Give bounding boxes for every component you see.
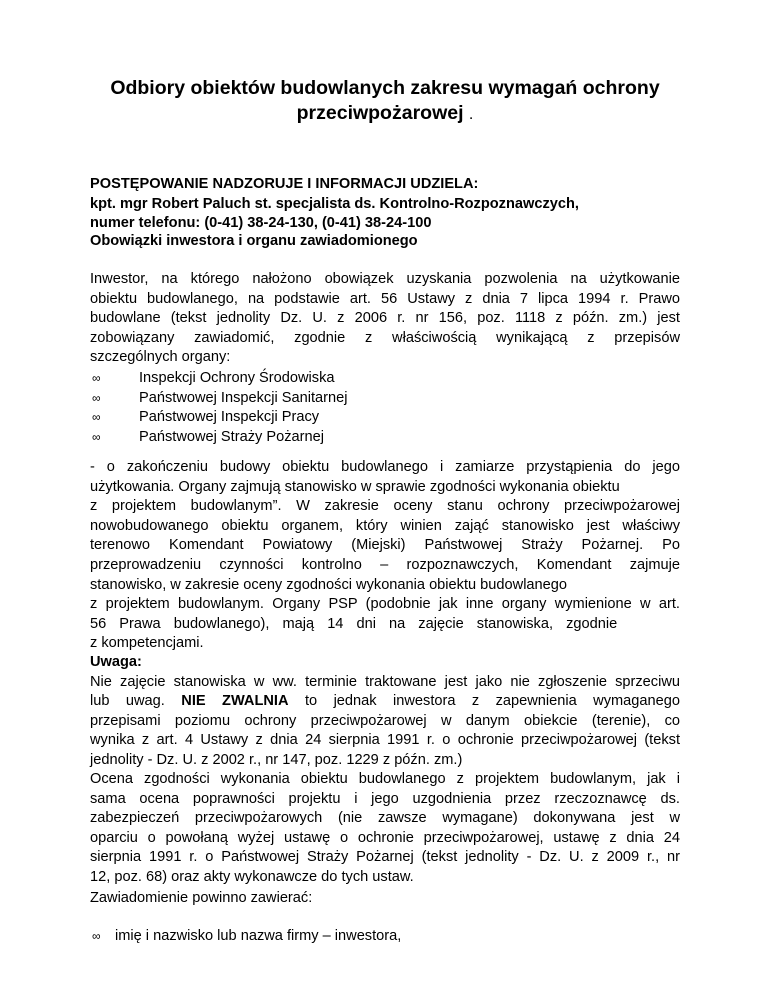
infinity-bullet-icon: ∞ — [92, 371, 101, 385]
list-item — [90, 369, 680, 389]
paragraph-line: stanowisko, w zakresie oceny zgodności wykonania obiektu budowlanego — [90, 576, 568, 593]
list-item — [90, 927, 680, 947]
note-heading: Uwaga: — [90, 654, 142, 670]
paragraph-line: budowlane (tekst jednolity Dz. U. z 2006 r. nr 156, poz. 1118 z późn. zm.) jest — [90, 310, 680, 327]
paragraph-line: - o zakończeniu budowy obiektu budowlanego i zamiarze przystąpienia do jego — [90, 459, 680, 475]
paragraph-line: przepisami poziomu ochrony przeciwpożarowej w danym obiekcie (terenie), co — [90, 712, 680, 729]
paragraph-line: z projektem budowlanym. Organy PSP (podobnie jak inne organy wymienione w art. — [90, 596, 680, 613]
paragraph-assessment — [90, 770, 680, 888]
contact-line-2: kpt. mgr Robert Paluch st. specjalista ds. Kontrolno-Rozpoznawczych, — [90, 195, 579, 212]
infinity-bullet-icon: ∞ — [92, 390, 101, 405]
paragraph-line — [90, 692, 680, 712]
paragraph-line: jednolity - Dz. U. z 2002 r., nr 147, poz. 1229 z późn. zm.) — [90, 751, 463, 768]
list-item-text: imię i nazwisko lub nazwa firmy – inwestora, — [115, 928, 402, 944]
section-heading: Obowiązki inwestora i organu zawiadomionego — [90, 233, 418, 249]
note-block — [90, 653, 680, 771]
paragraph-investor-duty — [90, 270, 680, 368]
paragraph-line: zobowiązany zawiadomić, zgodnie z właściwością wynikającą z przepisów — [90, 329, 680, 346]
note-emphasis: NIE ZWALNIA — [181, 693, 289, 710]
paragraph-line: z projektem budowlanym”. W zakresie oceny stanu ochrony przeciwpożarowej — [90, 498, 680, 515]
paragraph-line: przeprowadzeniu czynności kontrolno – rozpoznawczych, Komendant zajmuje — [90, 556, 680, 573]
title-text: Odbiory obiektów budowlanych zakresu wymagań ochrony przeciwpożarowej — [110, 77, 660, 124]
note-text: to jednak inwestora z zapewnienia wymaganego — [304, 693, 680, 710]
list-item-text: Państwowej Straży Pożarnej — [139, 428, 324, 445]
contact-line-1: POSTĘPOWANIE NADZORUJE I INFORMACJI UDZIELA: — [90, 176, 479, 192]
list-item — [90, 428, 680, 448]
list-item — [90, 389, 680, 409]
infinity-bullet-icon: ∞ — [92, 429, 101, 444]
contact-block — [90, 175, 680, 234]
page-title — [90, 76, 680, 127]
paragraph-line: Inwestor, na którego nałożono obowiązek uzyskania pozwolenia na użytkowanie — [90, 271, 680, 287]
paragraph-line: z kompetencjami. — [90, 635, 204, 652]
notification-list — [90, 927, 680, 947]
paragraph-completion — [90, 458, 680, 654]
paragraph-line: oparciu o powołaną wyżej ustawę o ochronie przeciwpożarowej, ustawę z dnia 24 — [90, 829, 680, 846]
paragraph-line: sierpnia 1991 r. o Państwowej Straży Pożarnej (tekst jednolity - Dz. U. z 2009 r., nr — [90, 849, 680, 866]
paragraph-line: nowobudowanego obiektu organem, który winien zająć stanowisko jest właściwy — [90, 517, 680, 534]
paragraph-line: terenowo Komendant Powiatowy (Miejski) Państwowej Straży Pożarnej. Po — [90, 537, 680, 554]
infinity-bullet-icon: ∞ — [92, 410, 101, 425]
paragraph-line: 12, poz. 68) oraz akty wykonawcze do tych ustaw. — [90, 868, 414, 885]
paragraph-line: zabezpieczeń przeciwpożarowych (nie zawsze wymagane) dokonywana jest w — [90, 810, 680, 827]
list-item-text: Inspekcji Ochrony Środowiska — [139, 370, 335, 386]
title-suffix: . — [468, 106, 474, 123]
organs-list — [90, 369, 680, 447]
list-item-text: Państwowej Inspekcji Sanitarnej — [139, 389, 348, 406]
contact-line-3: numer telefonu: (0-41) 38-24-130, (0-41) 38-24-100 — [90, 215, 432, 232]
paragraph-line: wynika z art. 4 Ustawy z dnia 24 sierpnia 1991 r. o ochronie przeciwpożarowej (tekst — [90, 732, 680, 749]
paragraph-line: Nie zajęcie stanowiska w ww. terminie traktowane jest jako nie zgłoszenie sprzeciwu — [90, 673, 680, 690]
paragraph-line: sama ocena poprawności projektu i jego uzgodnienia przez rzeczoznawcę ds. — [90, 790, 680, 807]
list-item — [90, 408, 680, 428]
infinity-bullet-icon: ∞ — [92, 929, 101, 943]
paragraph-line: użytkowania. Organy zajmują stanowisko w sprawie zgodności wykonania obiektu — [90, 478, 620, 495]
notification-intro: Zawiadomienie powinno zawierać: — [90, 890, 313, 906]
paragraph-line: 56 Prawa budowlanego), mają 14 dni na zajęcie stanowiska, zgodnie — [90, 615, 618, 632]
list-item-text: Państwowej Inspekcji Pracy — [139, 409, 320, 426]
paragraph-line: Ocena zgodności wykonania obiektu budowlanego z projektem budowlanym, jak i — [90, 771, 680, 787]
note-text: lub uwag. — [90, 693, 165, 710]
paragraph-line: szczególnych organy: — [90, 349, 231, 366]
paragraph-line: obiektu budowlanego, na podstawie art. 56 Ustawy z dnia 7 lipca 1994 r. Prawo — [90, 290, 680, 307]
